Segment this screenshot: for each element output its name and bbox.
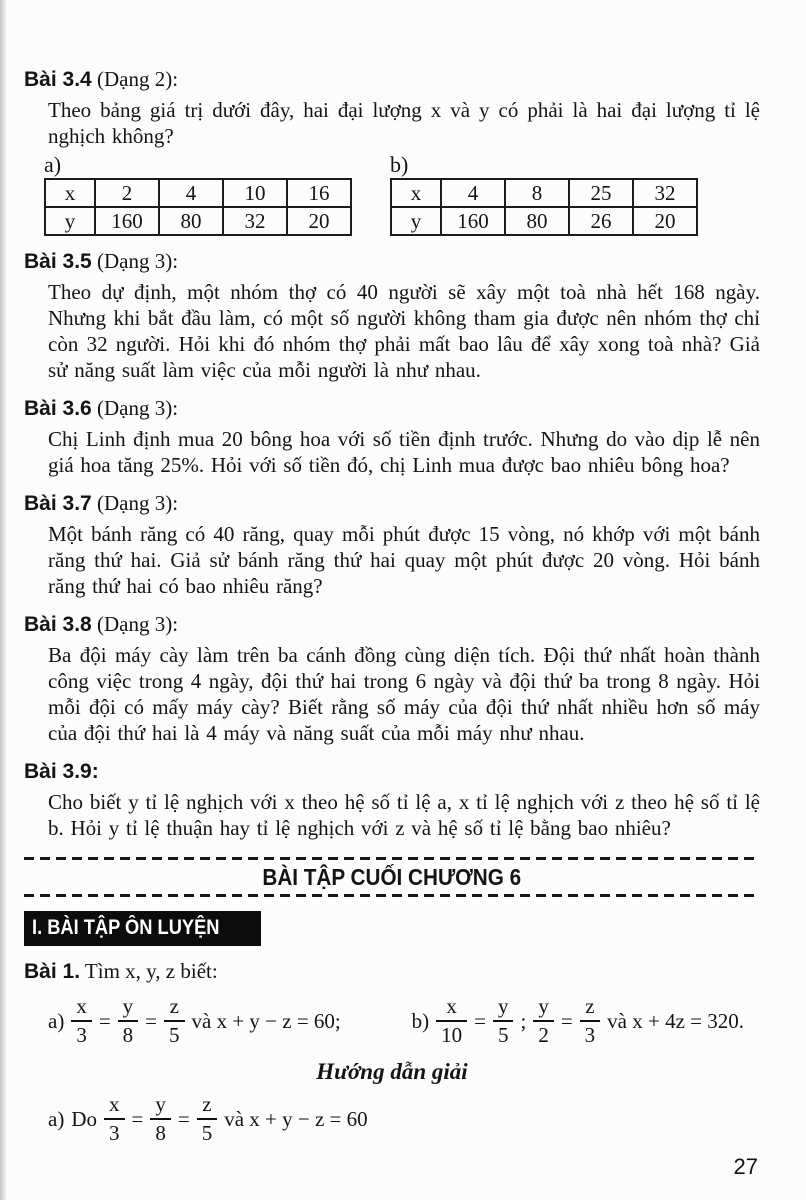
exercise-heading	[24, 758, 760, 785]
equals-sign: =	[177, 1106, 190, 1131]
exercise-3-9	[24, 758, 760, 841]
fraction	[197, 1091, 218, 1147]
exercise-heading	[24, 66, 760, 93]
bai-1-text: Tìm x, y, z biết:	[84, 959, 218, 983]
fraction-denominator: 3	[109, 1121, 120, 1145]
equals-sign: =	[560, 1008, 573, 1033]
table-cell: 26	[569, 207, 633, 235]
fraction-denominator: 2	[538, 1023, 549, 1047]
table-b-label: b)	[390, 152, 409, 177]
exercise-body: Một bánh răng có 40 răng, quay mỗi phút được 15 vòng, nó khớp với một bánh răng thứ hai. Giả sử bánh răng thứ hai quay một phút được 20 vòng. Hỏi bánh răng thứ hai có bao nhiêu răng?	[48, 522, 760, 598]
table-a-label: a)	[44, 152, 62, 177]
exercise-body: Cho biết y tỉ lệ nghịch với x theo hệ số tỉ lệ a, x tỉ lệ nghịch với z theo hệ số tỉ lệ b. Hỏi y tỉ lệ thuận hay tỉ lệ nghịch với z và hệ số tỉ lệ bằng bao nhiêu?	[48, 790, 760, 840]
fraction	[118, 993, 139, 1049]
exercise-heading	[24, 490, 760, 517]
fraction-denominator: 8	[155, 1121, 166, 1145]
table-cell: 4	[159, 179, 223, 207]
fraction-numerator: z	[580, 993, 601, 1022]
fraction-denominator: 5	[169, 1023, 180, 1047]
fraction	[533, 993, 554, 1049]
exercise-label: Bài 3.9:	[24, 760, 99, 783]
table-cell: 32	[633, 179, 697, 207]
exercise-3-5	[24, 248, 760, 383]
fraction-numerator: x	[104, 1091, 125, 1120]
fraction-denominator: 8	[122, 1023, 134, 1047]
value-table-b	[390, 178, 698, 236]
row-header-cell: x	[45, 179, 95, 207]
exercise-3-4	[24, 66, 760, 236]
exercise-label: Bài 3.8	[24, 613, 92, 636]
fraction-denominator: 5	[497, 1023, 509, 1047]
equation-label: a)	[48, 1106, 65, 1131]
solution-line-a	[48, 1091, 760, 1147]
fraction-denominator: 3	[76, 1023, 87, 1047]
equation-tail: và x + y − z = 60;	[191, 1008, 341, 1033]
exercise-tag: (Dạng 3):	[96, 491, 179, 515]
fraction	[104, 1091, 125, 1147]
equation-label: a)	[48, 1008, 65, 1033]
row-header-cell: y	[391, 207, 441, 235]
exercise-heading	[24, 248, 760, 275]
chapter-banner-title	[24, 860, 760, 894]
fraction	[580, 993, 601, 1049]
exercise-body: Chị Linh định mua 20 bông hoa với số tiền định trước. Nhưng do vào dịp lễ nên giá hoa tăng 25%. Hỏi với số tiền đó, chị Linh mua được bao nhiêu bông hoa?	[48, 427, 760, 477]
table-cell: 16	[287, 179, 351, 207]
fraction	[164, 993, 185, 1049]
table-cell: 4	[441, 179, 505, 207]
semicolon-separator: ;	[520, 1008, 527, 1033]
fraction-numerator: x	[436, 993, 467, 1022]
row-header-cell: x	[391, 179, 441, 207]
table-block-a	[44, 153, 352, 236]
equals-sign: =	[131, 1106, 144, 1131]
solution-intro: Do	[71, 1106, 97, 1131]
table-row	[391, 179, 697, 207]
table-row	[45, 207, 351, 235]
section-header	[24, 911, 261, 946]
exercise-tag: (Dạng 3):	[96, 612, 179, 636]
fraction-numerator: z	[164, 993, 185, 1022]
fraction-numerator: x	[71, 993, 92, 1022]
equation-label: b)	[411, 1008, 430, 1033]
chapter-banner	[24, 857, 760, 897]
exercise-tag: (Dạng 2):	[96, 67, 179, 91]
table-cell: 2	[95, 179, 159, 207]
equation-tail: và x + 4z = 320.	[607, 1008, 744, 1033]
exercise-3-8	[24, 611, 760, 746]
equals-sign: =	[474, 1008, 486, 1033]
fraction	[150, 1091, 171, 1147]
fraction-numerator: y	[118, 993, 139, 1022]
fraction-denominator: 10	[441, 1023, 463, 1047]
fraction	[493, 993, 514, 1049]
fraction-numerator: y	[150, 1091, 171, 1120]
exercise-label: Bài 3.5	[24, 250, 92, 273]
fraction-numerator: y	[533, 993, 554, 1022]
page-number: 27	[733, 1154, 758, 1179]
fraction-numerator: y	[493, 993, 514, 1022]
equation-a	[48, 993, 341, 1049]
section-header-text: I. BÀI TẬP ÔN LUYỆN	[32, 916, 220, 939]
fraction-numerator: z	[197, 1091, 218, 1120]
table-cell: 20	[287, 207, 351, 235]
table-row	[391, 207, 697, 235]
exercise-tag: (Dạng 3):	[96, 396, 179, 420]
bai-1-heading	[24, 958, 760, 985]
bai-1-label: Bài 1.	[24, 960, 81, 983]
table-cell: 10	[223, 179, 287, 207]
table-cell: 20	[633, 207, 697, 235]
equation-tail: và x + y − z = 60	[224, 1106, 368, 1131]
exercise-body: Theo bảng giá trị dưới đây, hai đại lượng x và y có phải là hai đại lượng tỉ lệ nghịch không?	[48, 98, 760, 148]
table-cell: 32	[223, 207, 287, 235]
fraction	[436, 993, 467, 1049]
exercise-heading	[24, 395, 760, 422]
solution-heading: Hướng dẫn giải	[316, 1059, 468, 1084]
chapter-banner-text: BÀI TẬP CUỐI CHƯƠNG 6	[262, 864, 522, 890]
table-cell: 160	[441, 207, 505, 235]
table-cell: 25	[569, 179, 633, 207]
exercise-body: Theo dự định, một nhóm thợ có 40 người sẽ xây một toà nhà hết 168 ngày. Nhưng khi bắt đầu làm, có một số người không tham gia được nên nhóm thợ chỉ còn 32 người. Hỏi khi đó nhóm thợ phải mất bao lâu để xây xong toà nhà? Giả sử năng suất làm việc của mỗi người là như nhau.	[48, 280, 760, 382]
fraction	[71, 993, 92, 1049]
exercise-label: Bài 3.4	[24, 68, 92, 91]
equals-sign: =	[145, 1008, 158, 1033]
exercise-label: Bài 3.7	[24, 492, 92, 515]
value-table-a	[44, 178, 352, 236]
table-block-b	[390, 153, 698, 236]
value-tables-row	[44, 153, 760, 236]
table-cell: 8	[505, 179, 569, 207]
fraction-denominator: 5	[201, 1121, 213, 1145]
equation-b	[412, 993, 744, 1049]
exercise-3-7	[24, 490, 760, 599]
exercise-tag: (Dạng 3):	[96, 249, 179, 273]
table-row	[45, 179, 351, 207]
exercise-heading	[24, 611, 760, 638]
table-cell: 80	[159, 207, 223, 235]
equations-row	[48, 993, 760, 1049]
equals-sign: =	[98, 1008, 111, 1033]
table-cell: 160	[95, 207, 159, 235]
table-cell: 80	[505, 207, 569, 235]
exercise-label: Bài 3.6	[24, 397, 92, 420]
row-header-cell: y	[45, 207, 95, 235]
exercise-3-6	[24, 395, 760, 478]
exercise-body: Ba đội máy cày làm trên ba cánh đồng cùng diện tích. Đội thứ nhất hoàn thành công việc trong 4 ngày, đội thứ hai trong 6 ngày và đội thứ ba trong 8 ngày. Hỏi mỗi đội có mấy máy cày? Biết rằng số máy của đội thứ nhất nhiều hơn số máy của đội thứ hai là 4 máy và năng suất của mỗi máy như nhau.	[48, 643, 760, 745]
fraction-denominator: 3	[584, 1023, 596, 1047]
